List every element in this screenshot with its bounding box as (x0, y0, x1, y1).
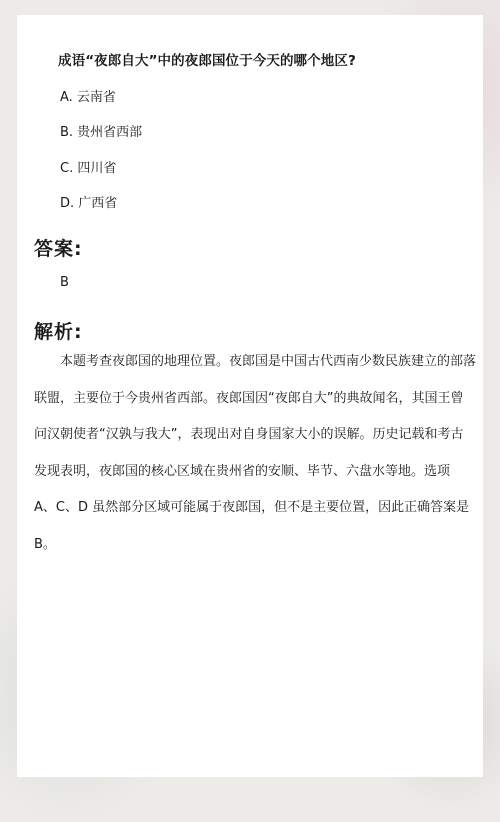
option-d: D. 广西省 (60, 196, 118, 211)
analysis-heading: 解析: (34, 321, 83, 343)
analysis-line: 本题考查夜郎国的地理位置。夜郎国是中国古代西南少数民族建立的部落 (60, 354, 477, 369)
answer-heading: 答案: (34, 238, 83, 260)
option-c: C. 四川省 (60, 161, 117, 176)
answer-value: B (60, 275, 69, 290)
document-card (17, 15, 483, 777)
question-text: 成语“夜郎自大”中的夜郎国位于今天的哪个地区? (58, 53, 356, 69)
analysis-body (34, 352, 477, 571)
analysis-line: 发现表明，夜郎国的核心区域在贵州省的安顺、毕节、六盘水等地。选项 (34, 463, 451, 479)
option-a: A. 云南省 (60, 90, 116, 105)
analysis-line: 联盟，主要位于今贵州省西部。夜郎国因“夜郎自大”的典故闻名，其国王曾 (34, 390, 464, 406)
analysis-line: B。 (34, 536, 56, 552)
option-b: B. 贵州省西部 (60, 125, 143, 140)
analysis-line: A、C、D 虽然部分区域可能属于夜郎国，但不是主要位置，因此正确答案是 (34, 500, 470, 515)
analysis-line: 问汉朝使者“汉孰与我大”，表现出对自身国家大小的误解。历史记载和考古 (34, 427, 464, 442)
